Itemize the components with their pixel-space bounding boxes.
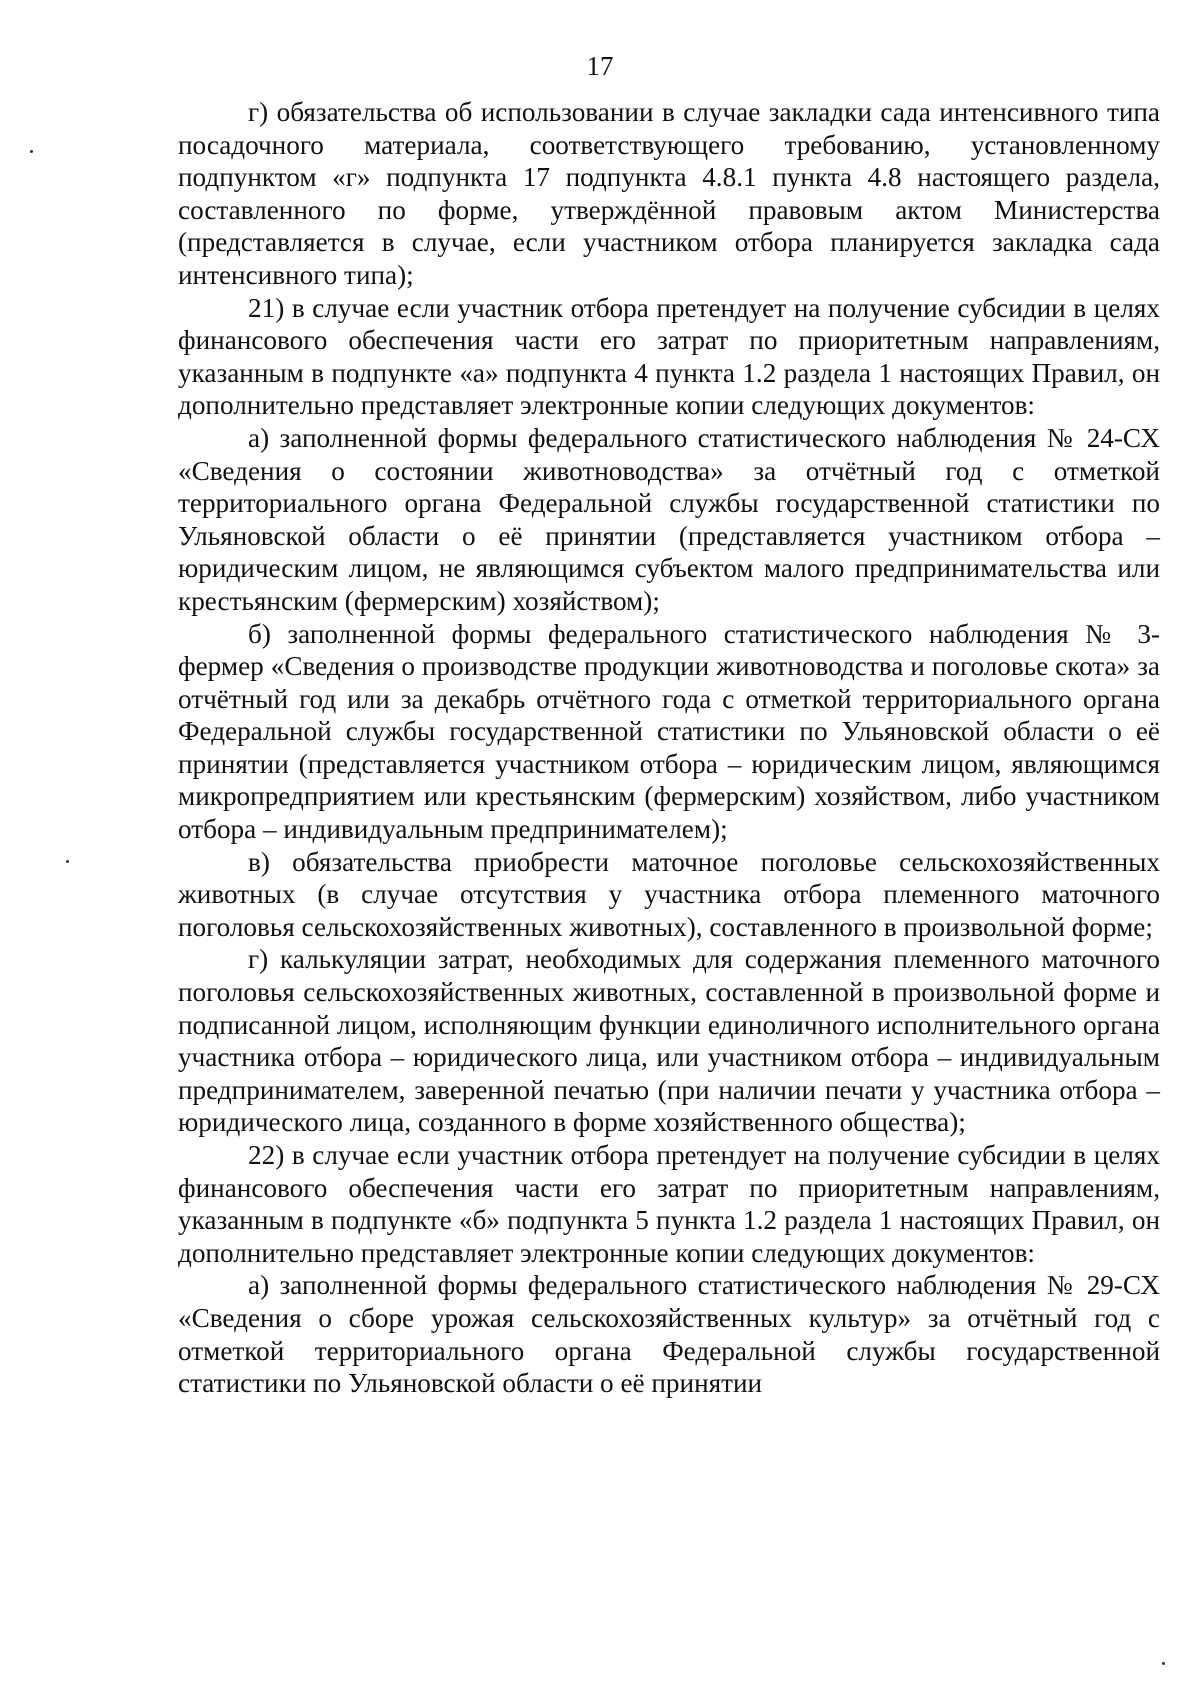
- paragraph-a-form-24-sx: а) заполненной формы федерального статистического наблюдения № 24-СХ «Сведения о состоянии животноводства» за отчётный год с отметкой территориального органа Федеральной службы государственной статистики по Ульяновской области о её принятии (представляется участником отбора – юридическим лицом, не являющимся субъектом малого предпринимательства или крестьянским (фермерским) хозяйством);: [178, 422, 1160, 616]
- paragraph-g-orchard-obligation: г) обязательства об использовании в случае закладки сада интенсивного типа посадочного материала, соответствующего требованию, установленному подпунктом «г» подпункта 17 подпункта 4.8.1 пункта 4.8 настоящего раздела, составленного по форме, утверждённой правовым актом Министерства (представляется в случае, если участником отбора планируется закладка сада интенсивного типа);: [178, 97, 1160, 290]
- scan-speck: [1162, 1662, 1165, 1665]
- scan-speck: [30, 150, 33, 153]
- document-body: [178, 96, 1160, 1400]
- paragraph-21-priority-directions: 21) в случае если участник отбора претендует на получение субсидии в целях финансового обеспечения части его затрат по приоритетным направлениям, указанным в подпункте «а» подпункта 4 пункта 1.2 раздела 1 настоящих Правил, он дополнительно представляет электронные копии следующих документов:: [178, 292, 1160, 421]
- paragraph-22-priority-directions: 22) в случае если участник отбора претендует на получение субсидии в целях финансового обеспечения части его затрат по приоритетным направлениям, указанным в подпункте «б» подпункта 5 пункта 1.2 раздела 1 настоящих Правил, он дополнительно представляет электронные копии следующих документов:: [178, 1140, 1160, 1268]
- paragraph-a-form-29-sx: а) заполненной формы федерального статистического наблюдения № 29-СХ «Сведения о сборе урожая сельскохозяйственных культур» за отчётный год с отметкой территориального органа Федеральной службы государственной статистики по Ульяновской области о её принятии: [178, 1270, 1160, 1399]
- paragraph-v-livestock-obligation: в) обязательства приобрести маточное поголовье сельскохозяйственных животных (в случае отсутствия у участника отбора племенного маточного поголовья сельскохозяйственных животных), составленного в произвольной форме;: [178, 846, 1160, 942]
- paragraph-g-cost-calculation: г) калькуляции затрат, необходимых для содержания племенного маточного поголовья сельскохозяйственных животных, составленной в произвольной форме и подписанной лицом, исполняющим функции единоличного исполнительного органа участника отбора – юридического лица, или участником отбора – индивидуальным предпринимателем, заверенной печатью (при наличии печати у участника отбора – юридического лица, созданного в форме хозяйственного общества);: [178, 944, 1160, 1138]
- paragraph-b-form-3-fermer: б) заполненной формы федерального статистического наблюдения № 3-фермер «Сведения о производстве продукции животноводства и поголовье скота» за отчётный год или за декабрь отчётного года с отметкой территориального органа Федеральной службы государственной статистики по Ульяновской области о её принятии (представляется участником отбора – юридическим лицом, являющимся микропредприятием или крестьянским (фермерским) хозяйством, либо участником отбора – индивидуальным предпринимателем);: [178, 618, 1160, 845]
- page-number: 17: [586, 51, 614, 81]
- scan-speck: [66, 860, 69, 863]
